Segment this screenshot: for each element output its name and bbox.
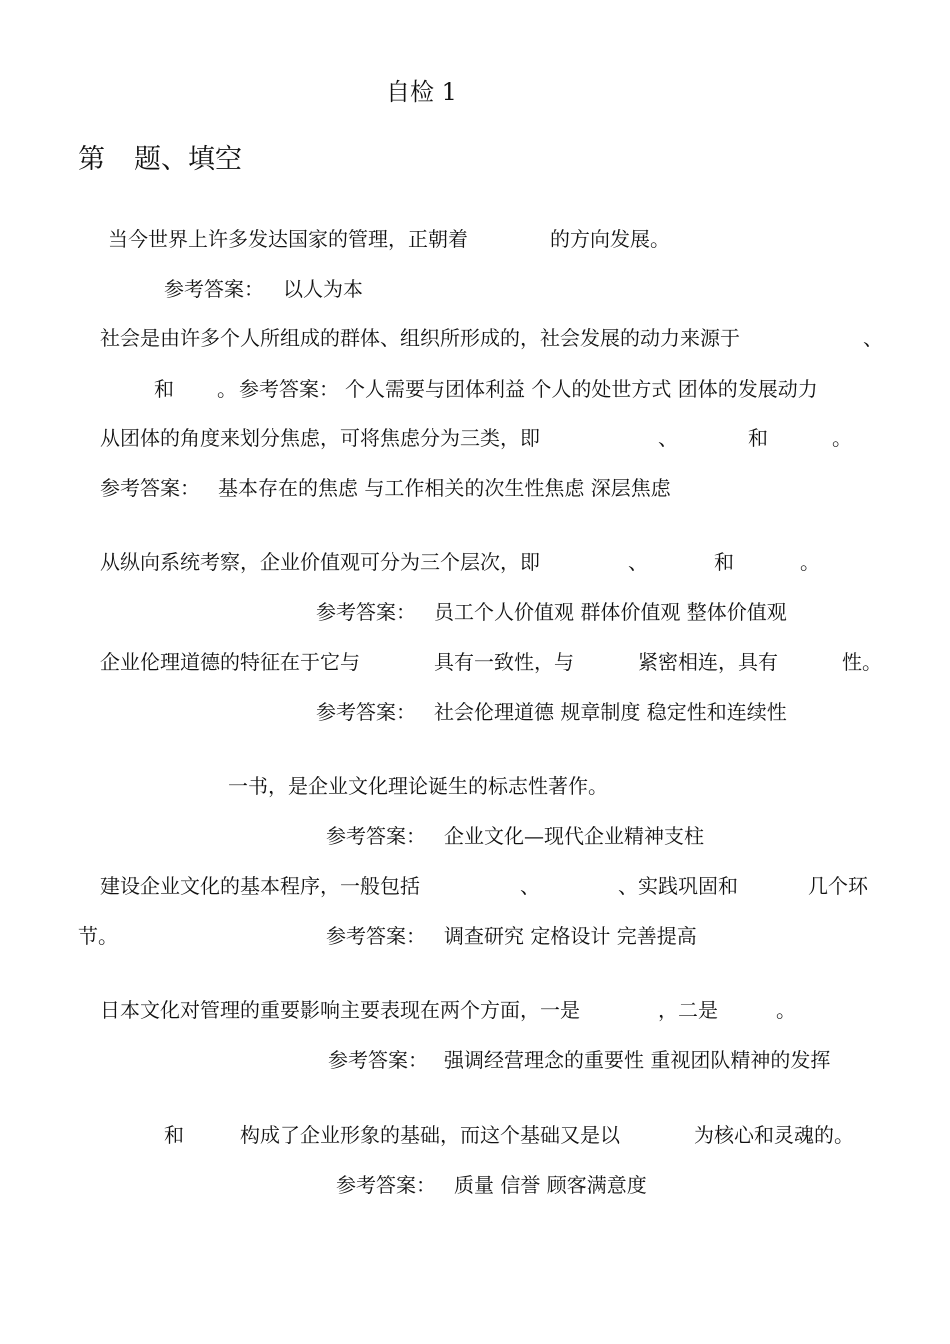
question-3-and: 和: [748, 426, 768, 450]
section-title: 题、填空: [134, 144, 242, 175]
question-1-text: 当今世界上许多发达国家的管理，正朝着: [108, 227, 468, 251]
answer-4-label: 参考答案：: [316, 600, 416, 624]
question-8-mid: ，二是: [658, 998, 718, 1022]
answer-1-label: 参考答案：: [164, 277, 264, 301]
question-9-text: 构成了企业形象的基础，而这个基础又是以: [240, 1123, 620, 1147]
answer-7-text: 调查研究 定格设计 完善提高: [444, 924, 697, 948]
question-3-sep: 、: [658, 426, 678, 450]
question-8-end: 。: [776, 998, 796, 1022]
question-9-end: 为核心和灵魂的。: [694, 1123, 854, 1147]
question-3-end: 。: [832, 426, 852, 450]
question-2-text: 社会是由许多个人所组成的群体、组织所形成的，社会发展的动力来源于: [100, 326, 740, 350]
answer-1-text: 以人为本: [283, 277, 363, 301]
question-4-end: 。: [800, 550, 820, 574]
answer-5-text: 社会伦理道德 规章制度 稳定性和连续性: [434, 700, 787, 724]
answer-8-label: 参考答案：: [328, 1048, 428, 1072]
answer-3-label: 参考答案：: [100, 476, 200, 500]
answer-9-label: 参考答案：: [336, 1173, 436, 1197]
section-number: 第: [78, 144, 105, 175]
question-7-end: 节。: [78, 924, 118, 948]
question-7-tail: 几个环: [808, 874, 868, 898]
question-5-end: 性。: [842, 650, 882, 674]
question-1-tail: 的方向发展。: [550, 227, 670, 251]
question-2-and: 和: [154, 377, 174, 401]
answer-3-text: 基本存在的焦虑 与工作相关的次生性焦虑 深层焦虑: [218, 476, 671, 500]
answer-2-label: 参考答案：: [239, 377, 339, 401]
answer-2-text: 个人需要与团体利益 个人的处世方式 团体的发展动力: [345, 377, 818, 401]
question-4-and: 和: [714, 550, 734, 574]
question-4-sep: 、: [628, 550, 648, 574]
question-3-text: 从团体的角度来划分焦虑，可将焦虑分为三类，即: [100, 426, 540, 450]
question-6-text: 一书，是企业文化理论诞生的标志性著作。: [228, 774, 608, 798]
answer-5-label: 参考答案：: [316, 700, 416, 724]
question-7-sep: 、: [520, 874, 540, 898]
question-8-text: 日本文化对管理的重要影响主要表现在两个方面，一是: [100, 998, 580, 1022]
answer-6-text: 企业文化—现代企业精神支柱: [444, 824, 704, 848]
answer-9-text: 质量 信誉 顾客满意度: [454, 1173, 647, 1197]
answer-7-label: 参考答案：: [326, 924, 426, 948]
answer-8-text: 强调经营理念的重要性 重视团队精神的发挥: [444, 1048, 831, 1072]
question-7-mid: 、实践巩固和: [618, 874, 738, 898]
page-title: 自检 1: [386, 78, 457, 106]
question-7-text: 建设企业文化的基本程序，一般包括: [100, 874, 420, 898]
question-4-text: 从纵向系统考察，企业价值观可分为三个层次，即: [100, 550, 540, 574]
answer-4-text: 员工个人价值观 群体价值观 整体价值观: [434, 600, 787, 624]
answer-6-label: 参考答案：: [326, 824, 426, 848]
question-2-end: 。: [217, 377, 237, 401]
question-5-mid2: 紧密相连，具有: [638, 650, 778, 674]
question-2-sep: 、: [863, 326, 883, 350]
question-5-text: 企业伦理道德的特征在于它与: [100, 650, 360, 674]
question-9-and: 和: [164, 1123, 184, 1147]
question-5-mid1: 具有一致性，与: [434, 650, 574, 674]
